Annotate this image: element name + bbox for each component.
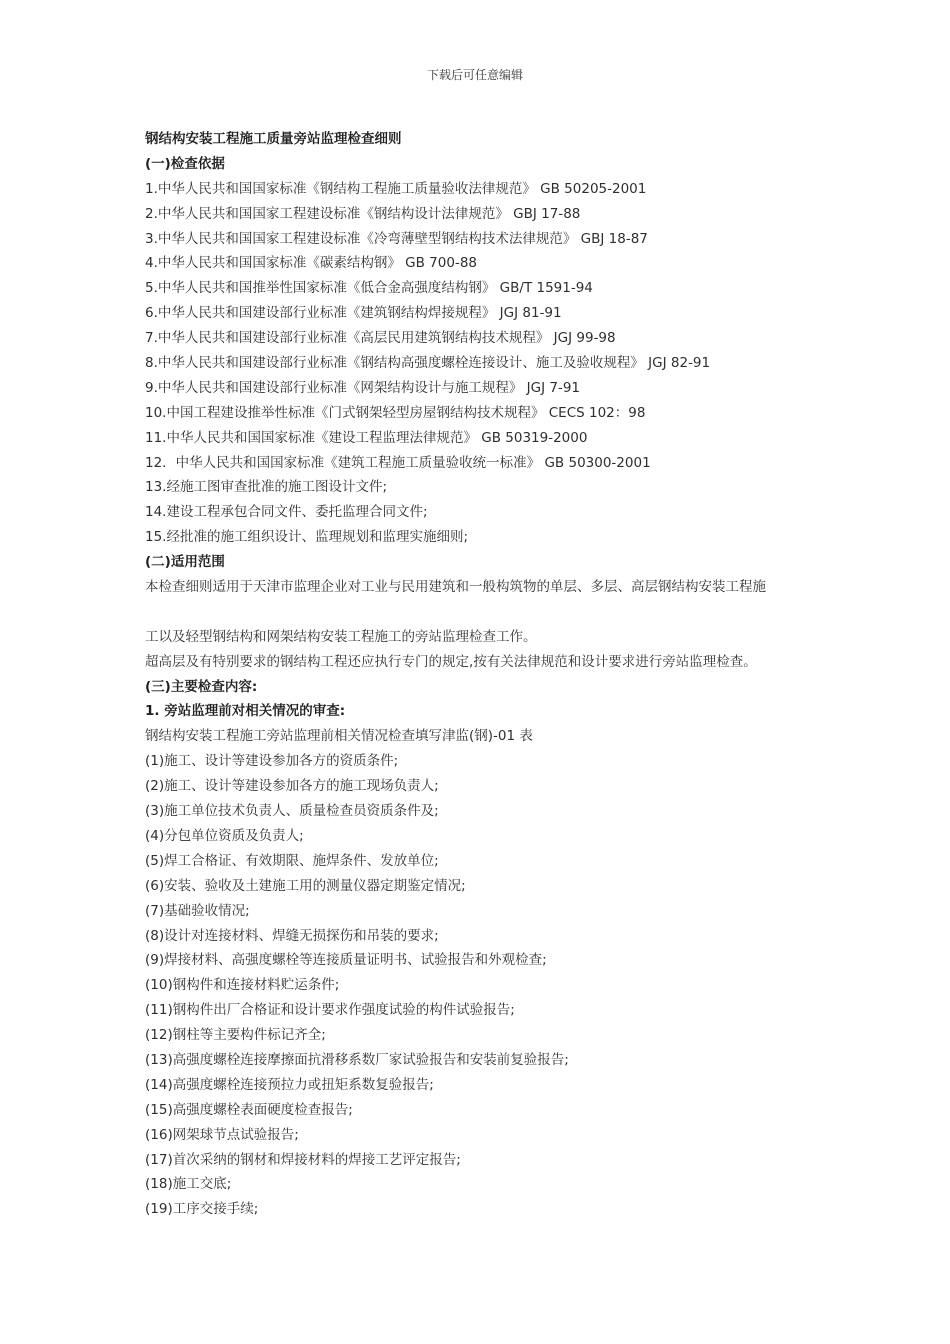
check-item: (1)施工、设计等建设参加各方的资质条件; (145, 753, 399, 770)
basis-item: 4.中华人民共和国国家标准《碳素结构钢》 GB 700-88 (145, 255, 478, 272)
basis-item: 7.中华人民共和国建设部行业标准《高层民用建筑钢结构技术规程》 JGJ 99-98 (145, 330, 616, 347)
basis-item: 2.中华人民共和国国家工程建设标准《钢结构设计法律规范》 GBJ 17-88 (145, 205, 581, 222)
document-body (145, 127, 825, 1222)
basis-item: 13.经施工图审查批准的施工图设计文件; (145, 479, 388, 496)
basis-item: 3.中华人民共和国国家工程建设标准《冷弯薄壁型钢结构技术法律规范》 GBJ 18-87 (145, 230, 648, 247)
scope-paragraph-line: 工以及轻型钢结构和网架结构安装工程施工的旁站监理检查工作。 (145, 628, 537, 645)
basis-item: 6.中华人民共和国建设部行业标准《建筑钢结构焊接规程》 JGJ 81-91 (145, 305, 562, 322)
check-item: (6)安装、验收及土建施工用的测量仪器定期鉴定情况; (145, 877, 466, 894)
check-item: (9)焊接材料、高强度螺栓等连接质量证明书、试验报告和外观检查; (145, 952, 547, 969)
scope-paragraph-line: 本检查细则适用于天津市监理企业对工业与民用建筑和一般构筑物的单层、多层、高层钢结构安装工程施 (145, 579, 766, 596)
basis-item: 12．中华人民共和国国家标准《建筑工程施工质量验收统一标准》 GB 50300-2001 (145, 454, 651, 471)
subsection-heading: 1. 旁站监理前对相关情况的审查: (145, 703, 346, 720)
check-item: (19)工序交接手续; (145, 1201, 259, 1218)
check-item: (11)钢构件出厂合格证和设计要求作强度试验的构件试验报告; (145, 1002, 515, 1019)
paragraph-gap (145, 600, 825, 625)
basis-list (145, 177, 825, 550)
check-item: (10)钢构件和连接材料贮运条件; (145, 977, 340, 994)
check-item: (14)高强度螺栓连接预拉力或扭矩系数复验报告; (145, 1076, 434, 1093)
basis-item: 15.经批准的施工组织设计、监理规划和监理实施细则; (145, 529, 469, 546)
check-item: (18)施工交底; (145, 1176, 232, 1193)
check-item: (3)施工单位技术负责人、质量检查员资质条件及; (145, 803, 439, 820)
check-item: (5)焊工合格证、有效期限、施焊条件、发放单位; (145, 852, 439, 869)
basis-item: 10.中国工程建设推举性标准《门式钢架轻型房屋钢结构技术规程》 CECS 102：98 (145, 404, 646, 421)
document-title: 钢结构安装工程施工质量旁站监理检查细则 (145, 131, 402, 147)
check-item: (4)分包单位资质及负责人; (145, 827, 304, 844)
check-items-list (145, 749, 825, 1222)
basis-item: 1.中华人民共和国国家标准《钢结构工程施工质量验收法律规范》 GB 50205-2001 (145, 180, 647, 197)
check-item: (12)钢柱等主要构件标记齐全; (145, 1027, 326, 1044)
check-item: (13)高强度螺栓连接摩擦面抗滑移系数厂家试验报告和安装前复验报告; (145, 1051, 569, 1068)
section-heading-contents: (三)主要检查内容: (145, 678, 258, 695)
section-heading-scope: (二)适用范围 (145, 554, 225, 571)
basis-item: 9.中华人民共和国建设部行业标准《网架结构设计与施工规程》 JGJ 7-91 (145, 379, 581, 396)
scope-paragraph-line: 超高层及有特别要求的钢结构工程还应执行专门的规定,按有关法律规范和设计要求进行旁站监理检查。 (145, 653, 757, 670)
check-item: (16)网架球节点试验报告; (145, 1126, 299, 1143)
check-item: (17)首次采纳的钢材和焊接材料的焊接工艺评定报告; (145, 1151, 461, 1168)
check-item: (2)施工、设计等建设参加各方的施工现场负责人; (145, 778, 439, 795)
basis-item: 11.中华人民共和国国家标准《建设工程监理法律规范》 GB 50319-2000 (145, 429, 588, 446)
check-item: (15)高强度螺栓表面硬度检查报告; (145, 1101, 353, 1118)
check-item: (8)设计对连接材料、焊缝无损探伤和吊装的要求; (145, 927, 439, 944)
basis-item: 14.建设工程承包合同文件、委托监理合同文件; (145, 504, 428, 521)
subsection-intro: 钢结构安装工程施工旁站监理前相关情况检查填写津监(钢)-01 表 (145, 728, 533, 745)
basis-item: 5.中华人民共和国推举性国家标准《低合金高强度结构钢》 GB/T 1591-94 (145, 280, 593, 297)
check-item: (7)基础验收情况; (145, 902, 250, 919)
basis-item: 8.中华人民共和国建设部行业标准《钢结构高强度螺栓连接设计、施工及验收规程》 JGJ 82-91 (145, 355, 711, 372)
section-heading-basis: (一)检查依据 (145, 155, 225, 172)
page-header-note: 下载后可任意编辑 (426, 68, 523, 82)
